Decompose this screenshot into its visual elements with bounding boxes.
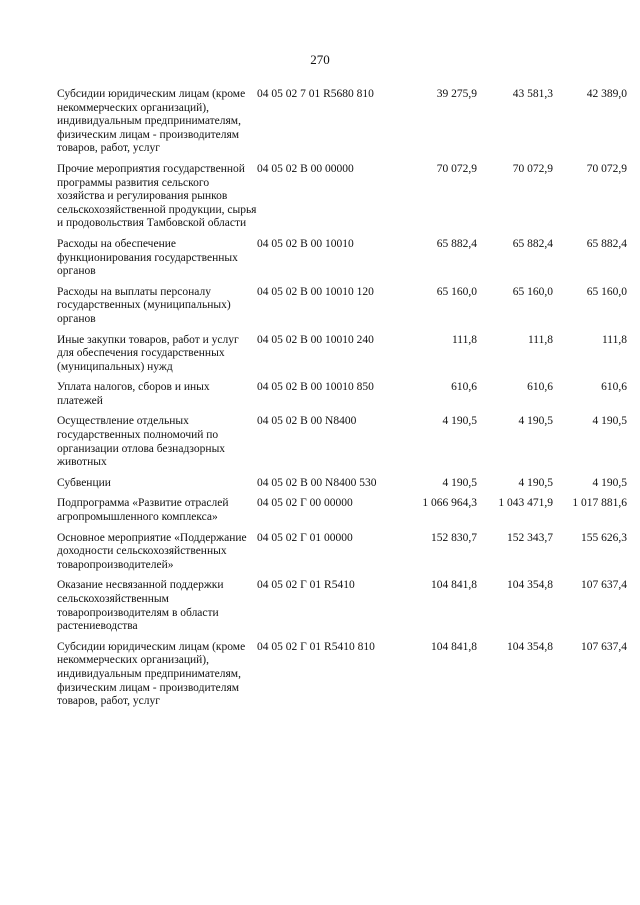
row-value-3-cell: 4 190,5 bbox=[592, 415, 627, 428]
row-value-1-cell: 104 841,8 bbox=[431, 579, 477, 592]
row-name-cell: Оказание несвязанной поддержки сельскохозяйственным товаропроизводителям в области растениеводства bbox=[57, 579, 224, 633]
row-code-cell: 04 05 02 Г 01 00000 bbox=[257, 531, 353, 544]
row-value-2-cell: 104 354,8 bbox=[507, 640, 553, 653]
table-row bbox=[57, 88, 627, 163]
row-name-cell: Подпрограмма «Развитие отраслей агропромышленного комплекса» bbox=[57, 497, 229, 524]
row-code-cell: 04 05 02 В 00 N8400 bbox=[257, 415, 357, 428]
row-value-3-cell: 70 072,9 bbox=[586, 162, 627, 175]
row-value-2-cell: 4 190,5 bbox=[518, 476, 553, 489]
row-value-3-cell: 111,8 bbox=[601, 333, 627, 346]
row-value-2-cell: 43 581,3 bbox=[512, 88, 553, 100]
row-code-cell: 04 05 02 Г 01 R5410 bbox=[257, 579, 355, 592]
row-name-cell: Основное мероприятие «Поддержание доходности сельскохозяйственных товаропроизводителей» bbox=[57, 531, 247, 571]
row-value-2-cell: 610,6 bbox=[527, 381, 553, 394]
table-row bbox=[57, 532, 627, 580]
table-row bbox=[57, 477, 627, 498]
row-value-2-cell: 111,8 bbox=[527, 333, 553, 346]
row-name-cell: Уплата налогов, сборов и иных платежей bbox=[57, 381, 210, 407]
row-value-2-cell: 1 043 471,9 bbox=[498, 497, 553, 510]
row-value-1-cell: 65 160,0 bbox=[436, 285, 477, 298]
row-value-2-cell: 65 160,0 bbox=[512, 285, 553, 298]
table-row bbox=[57, 163, 627, 238]
table-row bbox=[57, 641, 627, 716]
row-value-3-cell: 1 017 881,6 bbox=[572, 497, 627, 510]
table-row bbox=[57, 238, 627, 286]
row-code-cell: 04 05 02 В 00 00000 bbox=[257, 162, 354, 175]
row-name-cell: Субсидии юридическим лицам (кроме некоммерческих организаций), индивидуальным предпринимателям, физическим лицам - производителям товаров, работ, услуг bbox=[57, 640, 246, 708]
row-code-cell: 04 05 02 В 00 10010 240 bbox=[257, 333, 374, 346]
row-name-cell: Осуществление отдельных государственных полномочий по организации отлова безнадзорных животных bbox=[57, 415, 226, 469]
row-code-cell: 04 05 02 В 00 10010 850 bbox=[257, 381, 374, 394]
row-value-2-cell: 70 072,9 bbox=[512, 162, 553, 175]
row-value-1-cell: 1 066 964,3 bbox=[422, 497, 477, 510]
row-value-3-cell: 107 637,4 bbox=[581, 579, 627, 592]
row-value-1-cell: 4 190,5 bbox=[442, 415, 477, 428]
row-name-cell: Иные закупки товаров, работ и услуг для обеспечения государственных (муниципальных) нужд bbox=[57, 333, 239, 373]
row-value-3-cell: 65 882,4 bbox=[586, 237, 627, 250]
row-value-3-cell: 155 626,3 bbox=[581, 531, 627, 544]
row-value-3-cell: 107 637,4 bbox=[581, 640, 627, 653]
row-name-cell: Прочие мероприятия государственной программы развития сельского хозяйства и регулирования рынков сельскохозяйственной продукции, сырья и продовольствия Тамбовской области bbox=[57, 162, 257, 230]
row-value-1-cell: 610,6 bbox=[451, 381, 477, 394]
table-row bbox=[57, 497, 627, 531]
row-value-1-cell: 4 190,5 bbox=[442, 476, 477, 489]
row-value-2-cell: 65 882,4 bbox=[512, 237, 553, 250]
page-number: 270 bbox=[310, 52, 330, 67]
table-row bbox=[57, 334, 627, 382]
row-code-cell: 04 05 02 7 01 R5680 810 bbox=[257, 88, 374, 100]
row-name-cell: Расходы на обеспечение функционирования государственных органов bbox=[57, 237, 238, 278]
row-name-cell: Субвенции bbox=[57, 476, 111, 489]
table-row bbox=[57, 381, 627, 415]
row-code-cell: 04 05 02 Г 01 R5410 810 bbox=[257, 640, 375, 653]
row-value-3-cell: 4 190,5 bbox=[592, 476, 627, 489]
row-value-3-cell: 42 389,0 bbox=[586, 88, 627, 100]
row-name-cell: Субсидии юридическим лицам (кроме некоммерческих организаций), индивидуальным предпринимателям, физическим лицам - производителям товаров, работ, услуг bbox=[57, 88, 246, 155]
row-code-cell: 04 05 02 В 00 N8400 530 bbox=[257, 476, 377, 489]
row-code-cell: 04 05 02 В 00 10010 120 bbox=[257, 285, 374, 298]
budget-table bbox=[57, 88, 627, 716]
row-code-cell: 04 05 02 В 00 10010 bbox=[257, 237, 354, 250]
row-value-1-cell: 111,8 bbox=[451, 333, 477, 346]
row-value-1-cell: 70 072,9 bbox=[436, 162, 477, 175]
row-value-2-cell: 4 190,5 bbox=[518, 415, 553, 428]
row-value-1-cell: 65 882,4 bbox=[436, 237, 477, 250]
table-row bbox=[57, 286, 627, 334]
row-value-1-cell: 39 275,9 bbox=[436, 88, 477, 100]
row-value-2-cell: 104 354,8 bbox=[507, 579, 553, 592]
row-code-cell: 04 05 02 Г 00 00000 bbox=[257, 497, 353, 510]
row-name-cell: Расходы на выплаты персоналу государственных (муниципальных) органов bbox=[57, 285, 231, 325]
row-value-1-cell: 152 830,7 bbox=[431, 531, 477, 544]
table-row bbox=[57, 579, 627, 640]
row-value-3-cell: 65 160,0 bbox=[586, 285, 627, 298]
row-value-2-cell: 152 343,7 bbox=[507, 531, 553, 544]
row-value-1-cell: 104 841,8 bbox=[431, 640, 477, 653]
table-row bbox=[57, 415, 627, 476]
row-value-3-cell: 610,6 bbox=[601, 381, 627, 394]
